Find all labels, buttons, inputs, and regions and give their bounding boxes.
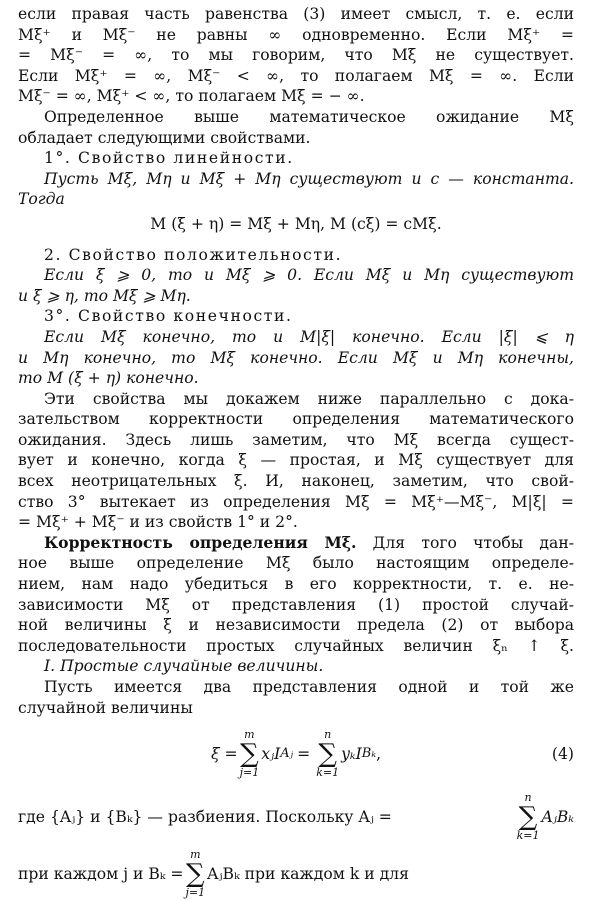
sum-lower-limit: k=1 [316,766,340,780]
equation-4 [18,726,574,782]
equation-linearity: M (ξ + η) = Mξ + Mη, M (cξ) = cMξ. [150,214,442,233]
section-heading-line [18,533,574,554]
text-line: Эти свойства мы докажем ниже параллельно с дока- [44,389,574,408]
text-line: ное выше определение Mξ было настоящим определе- [18,554,574,573]
sum-symbol [186,849,206,899]
text-fragment: AⱼBₖ при каждом k и для [207,864,409,883]
sum-expression [515,792,574,842]
text-line: Пусть Mξ, Mη и Mξ + Mη существуют и c — константа. [44,169,574,188]
text-line: всех неотрицательных ξ. И, наконец, заметим, что свой- [18,472,574,491]
text-line: Mξ⁻ = ∞, Mξ⁺ < ∞, то полагаем Mξ = − ∞. [18,87,365,106]
equation-number: (4) [551,745,574,764]
sum-lower-limit: j=1 [185,886,206,900]
eq4-term2: yₖI [341,744,362,763]
text-line: Пусть имеется два представления одной и той же [44,678,574,696]
text-line: нием, нам надо убедиться в его корректности, т. е. не- [18,575,574,594]
text-line: ной величины ξ и независимости предела (2) от выбора [18,616,574,635]
section-heading: Корректность определения Mξ. [44,532,357,552]
text-line: то M (ξ + η) конечно. [18,369,199,388]
sigma-glyph: ∑ [318,739,337,770]
eq4-sub1: Aⱼ [280,745,294,761]
text-fragment: Для того чтобы дан- [356,533,574,552]
text-line: Тогда [18,190,65,209]
eq4-sub2: Bₖ [361,745,377,761]
sum-symbol [240,729,260,779]
text-fragment: AⱼBₖ [541,807,574,826]
text-line: = Mξ⁺ + Mξ⁻ и из свойств 1° и 2°. [18,513,298,532]
text-line: вует и конечно, когда ξ — простая, и Mξ существует для [18,451,574,470]
property-heading-linearity: 1°. Свойство линейности. [44,149,294,168]
subsection-heading: I. Простые случайные величины. [44,657,324,676]
sigma-glyph: ∑ [186,859,205,890]
eq4-comma: , [376,744,382,763]
sum-upper-limit: n [324,728,332,742]
text-fragment: при каждом j и Bₖ = [18,864,184,883]
text-line: ожидания. Здесь лишь заметим, что Mξ всегда сущест- [18,430,574,449]
sigma-glyph: ∑ [518,802,538,833]
sum-lower-limit: k=1 [516,829,540,843]
sum-symbol [517,792,540,842]
text-line-with-sum [18,848,574,900]
text-line: = Mξ⁻ = ∞, то мы говорим, что Mξ не существует. [18,46,574,65]
eq4-equals: = [297,744,311,763]
sum-lower-limit: j=1 [239,766,260,780]
text-fragment: где {Aⱼ} и {Bₖ} — разбиения. Поскольку Aⱼ = [18,807,392,826]
eq4-term1: xⱼI [261,744,281,763]
property-heading-finiteness: 3°. Свойство конечности. [44,307,293,326]
text-line: Если Mξ⁺ = ∞, Mξ⁻ < ∞, то полагаем Mξ = ∞. Если [18,66,574,85]
sum-upper-limit: n [524,791,532,805]
sigma-glyph: ∑ [240,739,259,770]
text-line: ство 3° вытекает из определения Mξ = Mξ⁺—Mξ⁻, M|ξ| = [18,492,574,511]
sum-symbol [316,729,339,779]
text-line: Определенное выше математическое ожидание Mξ [44,107,574,126]
text-line: зависимости Mξ от представления (1) простой случай- [18,595,574,614]
text-line: и ξ ⩾ η, то Mξ ⩾ Mη. [18,286,191,305]
eq4-left: ξ = [210,744,238,763]
text-line: если правая часть равенства (3) имеет смысл, т. е. если [18,5,574,23]
property-heading-positivity: 2. Свойство положительности. [44,245,343,264]
text-line: последовательности простых случайных величин ξₙ ↑ ξ. [18,636,574,655]
sum-upper-limit: m [190,848,201,862]
text-line: обладает следующими свойствами. [18,128,311,147]
text-line: зательством корректности определения математического [18,410,574,429]
text-line-with-sum [18,792,574,842]
text-line: Если Mξ конечно, то и M|ξ| конечно. Если |ξ| ⩽ η [44,327,574,346]
sum-upper-limit: m [244,728,255,742]
text-line: случайной величины [18,698,193,717]
text-line: Если ξ ⩾ 0, то и Mξ ⩾ 0. Если Mξ и Mη существуют [44,266,574,285]
text-line: и Mη конечно, то Mξ конечно. Если Mξ и Mη конечны, [18,348,574,367]
text-line: Mξ⁺ и Mξ⁻ не равны ∞ одновременно. Если Mξ⁺ = [18,25,574,44]
